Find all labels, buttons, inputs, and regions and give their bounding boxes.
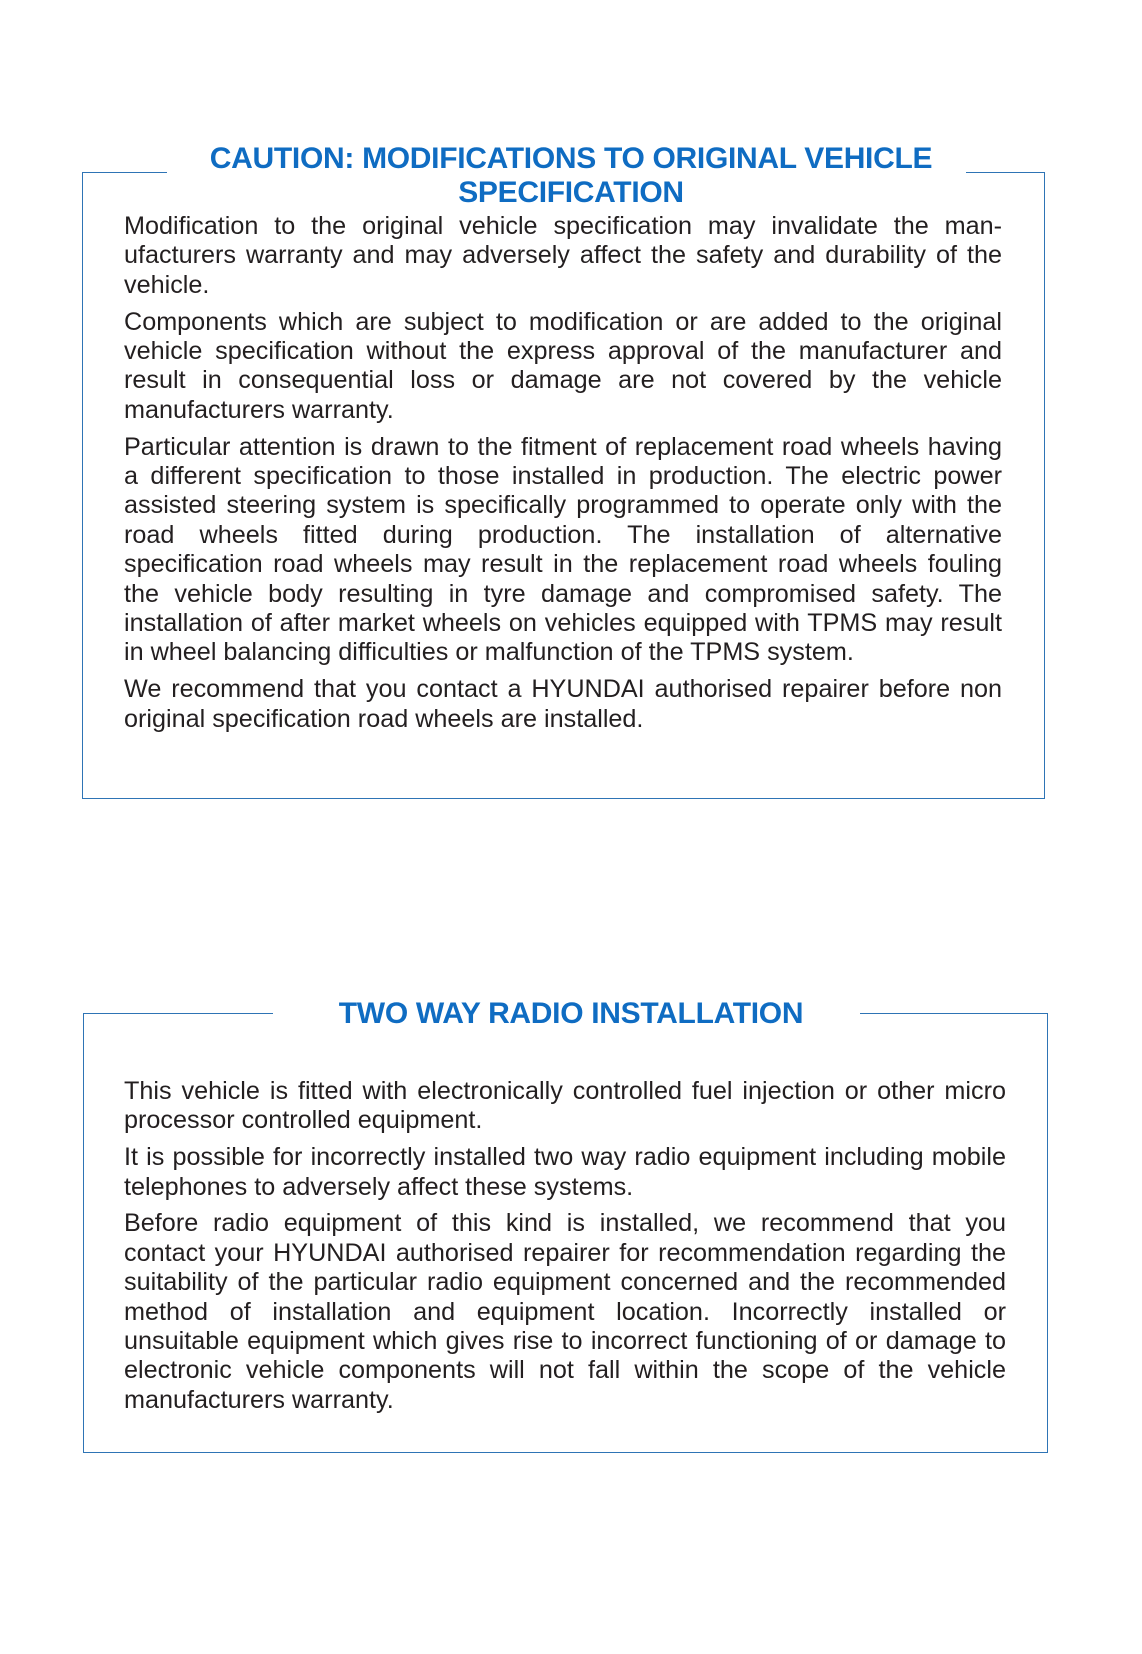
caution-paragraph: We recommend that you contact a HYUNDAI authorised repairer before non original specification road wheels are installed.: [124, 675, 1002, 733]
caution-heading-line-1: CAUTION: MODIFICATIONS TO ORIGINAL VEHICLE: [209, 142, 933, 175]
caution-heading-line-2: SPECIFICATION: [458, 176, 684, 209]
radio-body: [124, 1077, 1006, 1415]
caution-paragraph: Particular attention is drawn to the fitment of replacement road wheels having a different specification to those installed in production. The electric power assisted steering system is specifically programmed to operate only with the road wheels fitted during production. The installation of alternative specification road wheels may result in the replacement road wheels fouling the vehicle body resulting in tyre damage and compromised safety. The installation of after market wheels on vehicles equipped with TPMS may result in wheel balancing difficulties or malfunction of the TPMS system.: [124, 432, 1002, 667]
radio-paragraph: Before radio equipment of this kind is installed, we recommend that you contact your HYUNDAI authorised repairer for recommendation regarding the suitability of the particular radio equipment concerned and the recommended method of installation and equipment location. Incorrectly installed or unsuitable equipment which gives rise to incorrect functioning of or damage to electronic vehicle components will not fall within the scope of the vehicle manufacturers warranty.: [124, 1209, 1006, 1414]
radio-paragraph: This vehicle is fitted with electronically controlled fuel injection or other micro processor controlled equipment.: [124, 1077, 1006, 1135]
radio-heading: TWO WAY RADIO INSTALLATION: [338, 997, 804, 1030]
radio-paragraph: It is possible for incorrectly installed two way radio equipment including mobile telephones to adversely affect these systems.: [124, 1143, 1006, 1201]
caution-heading: [0, 142, 1142, 210]
caution-paragraph: Modification to the original vehicle specification may invalidate the manufacturers warranty and may adversely affect the safety and durability of the vehicle.: [124, 212, 1002, 299]
caution-body: [124, 212, 1002, 734]
caution-paragraph: Components which are subject to modification or are added to the original vehicle specification without the express approval of the manufacturer and result in consequential loss or damage are not covered by the vehicle manufacturers warranty.: [124, 307, 1002, 424]
